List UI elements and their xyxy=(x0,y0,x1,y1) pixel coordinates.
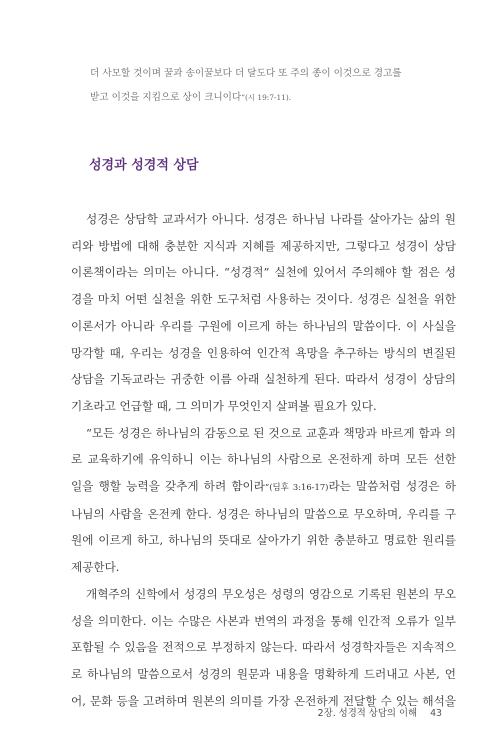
paragraph-line: 원에 이르게 하고, 하나님의 뜻대로 살아가기 위한 충분하고 명료한 원리를 xyxy=(71,533,456,548)
paragraph-line: 로 하나님의 말씀으로서 성경의 원문과 내용을 명확하게 드러내고 사본, 언 xyxy=(71,666,456,681)
paragraph-line: 제공한다. xyxy=(71,560,120,575)
paragraph-line: 이론서가 아니라 우리를 구원에 이르게 하는 하나님의 말씀이다. 이 사실을 xyxy=(71,318,456,333)
quote-line: 더 사모할 것이며 꿀과 송이꿀보다 더 달도다 또 주의 종이 이것으로 경고를 xyxy=(90,68,402,79)
paragraph-line: 개혁주의 신학에서 성경의 무오성은 성령의 영감으로 기록된 원본의 무오 xyxy=(86,586,456,601)
quote-reference: ”(시 19:7-11). xyxy=(241,93,292,102)
paragraph-line: 상담을 기독교라는 귀중한 이름 아래 실천하게 된다. 따라서 성경이 상담의 xyxy=(71,372,456,387)
paragraph-text: 일을 행할 능력을 갖추게 하려 함이라 xyxy=(71,479,265,494)
paragraph-line: “모든 성경은 하나님의 감동으로 된 것으로 교훈과 책망과 바르게 함과 의 xyxy=(86,425,456,440)
paragraph-line: 나님의 사람을 온전케 한다. 성경은 하나님의 말씀으로 무오하며, 우리를 구 xyxy=(71,506,456,521)
paragraph-line: 성경은 상담학 교과서가 아니다. 성경은 하나님 나라를 살아가는 삶의 원 xyxy=(86,212,456,226)
chapter-title: 2장. 성경적 상담의 이해 xyxy=(317,708,418,719)
paragraph-line: 기초라고 언급할 때, 그 의미가 무엇인지 살펴볼 필요가 있다. xyxy=(71,398,377,413)
paragraph-line: 경을 마치 어떤 실천을 위한 도구처럼 사용하는 것이다. 성경은 실천을 위한 xyxy=(71,292,456,307)
paragraph-line: 어, 문화 등을 고려하며 원본의 의미를 가장 온전하게 전달할 수 있는 해석을 xyxy=(71,693,456,708)
paragraph-line xyxy=(71,473,456,501)
scripture-quote xyxy=(90,62,430,110)
paragraph-line: 이론책이라는 의미는 아니다. “성경적” 실천에 있어서 주의해야 할 점은 성 xyxy=(71,265,456,280)
paragraph-line: 성을 의미한다. 이는 수많은 사본과 번역의 과정을 통해 인간적 오류가 일부 xyxy=(71,613,456,628)
page-number: 43 xyxy=(430,708,442,719)
paragraph-text: 라는 말씀처럼 성경은 하 xyxy=(328,479,457,494)
paragraph-line: 포함될 수 있음을 전적으로 부정하지 않는다. 따라서 성경학자들은 지속적으 xyxy=(71,640,456,655)
paragraph-line: 리와 방법에 대해 충분한 지식과 지혜를 제공하지만, 그렇다고 성경이 상담 xyxy=(71,238,456,253)
scripture-reference: ”(딤후 3:16-17) xyxy=(264,482,329,493)
paragraph-line: 로 교육하기에 유익하니 이는 하나님의 사람으로 온전하게 하며 모든 선한 xyxy=(71,452,456,467)
page-footer xyxy=(318,705,442,719)
quote-text: 받고 이것을 지킴으로 상이 크니이다 xyxy=(90,92,242,103)
section-heading: 성경과 성경적 상담 xyxy=(89,158,199,173)
body-text xyxy=(71,206,456,714)
quote-line xyxy=(90,86,430,110)
paragraph-line: 망각할 때, 우리는 성경을 인용하여 인간적 욕망을 추구하는 방식의 변질된 xyxy=(71,345,456,360)
